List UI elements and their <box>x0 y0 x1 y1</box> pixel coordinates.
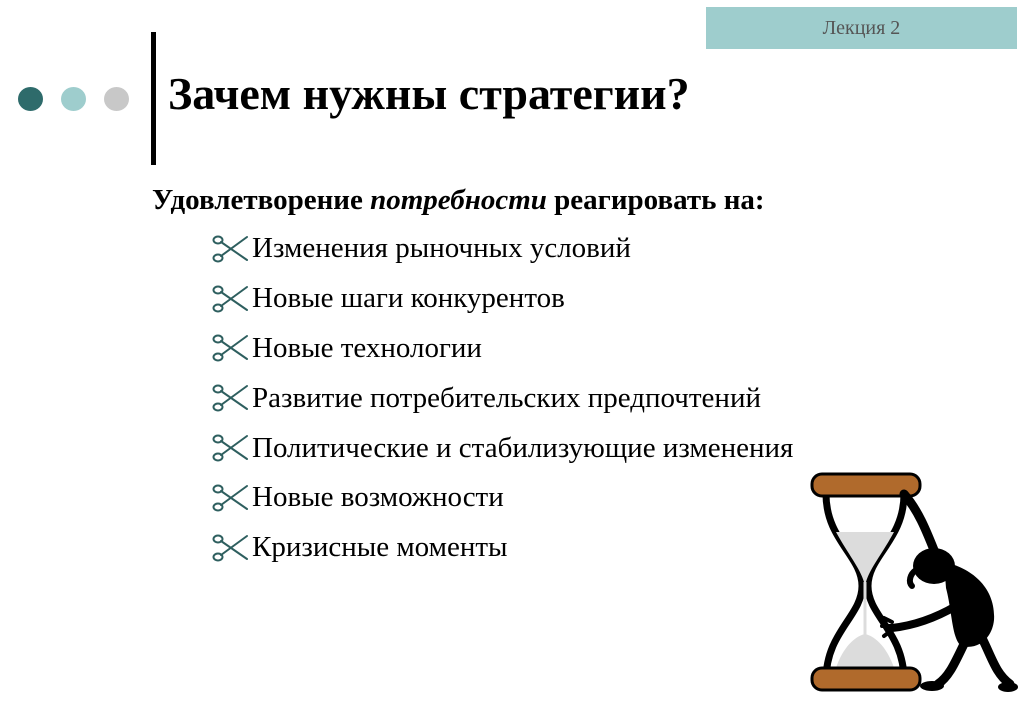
bullet-text: Новые возможности <box>252 481 504 514</box>
lead-emphasis: потребности <box>370 184 547 216</box>
bullet-text: Кризисные моменты <box>252 531 508 564</box>
bullet-item <box>212 373 793 423</box>
bullet-text: Политические и стабилизующие изменения <box>252 431 794 464</box>
scissors-icon <box>212 483 250 513</box>
lecture-badge <box>706 7 1017 49</box>
lead-suffix: реагировать на: <box>546 184 765 216</box>
slide-title: Зачем нужны стратегии? <box>168 68 690 119</box>
bullet-item <box>212 274 793 324</box>
decor-dot-dark <box>18 87 43 111</box>
decor-dot-light <box>61 87 86 111</box>
bullet-text: Новые технологии <box>252 331 482 364</box>
bullet-text: Изменения рыночных условий <box>252 232 631 265</box>
decor-dot-gray <box>104 87 129 111</box>
bullet-item <box>212 523 793 573</box>
scissors-icon <box>212 383 250 413</box>
hourglass-figure-icon <box>806 470 1018 702</box>
scissors-icon <box>212 333 250 363</box>
bullet-item <box>212 324 793 374</box>
lead-prefix: Удовлетворение <box>152 184 371 216</box>
bullet-item <box>212 423 793 473</box>
lead-text <box>152 180 765 220</box>
bullet-item <box>212 224 793 274</box>
scissors-icon <box>212 284 250 314</box>
bullet-list <box>212 224 793 573</box>
bullet-text: Развитие потребительских предпочтений <box>252 381 761 414</box>
bullet-text: Новые шаги конкурентов <box>252 282 565 315</box>
scissors-icon <box>212 533 250 563</box>
scissors-icon <box>212 433 250 463</box>
lecture-badge-label: Лекция 2 <box>822 17 901 39</box>
title-divider <box>151 32 156 165</box>
scissors-icon <box>212 234 250 264</box>
bullet-item <box>212 473 793 523</box>
